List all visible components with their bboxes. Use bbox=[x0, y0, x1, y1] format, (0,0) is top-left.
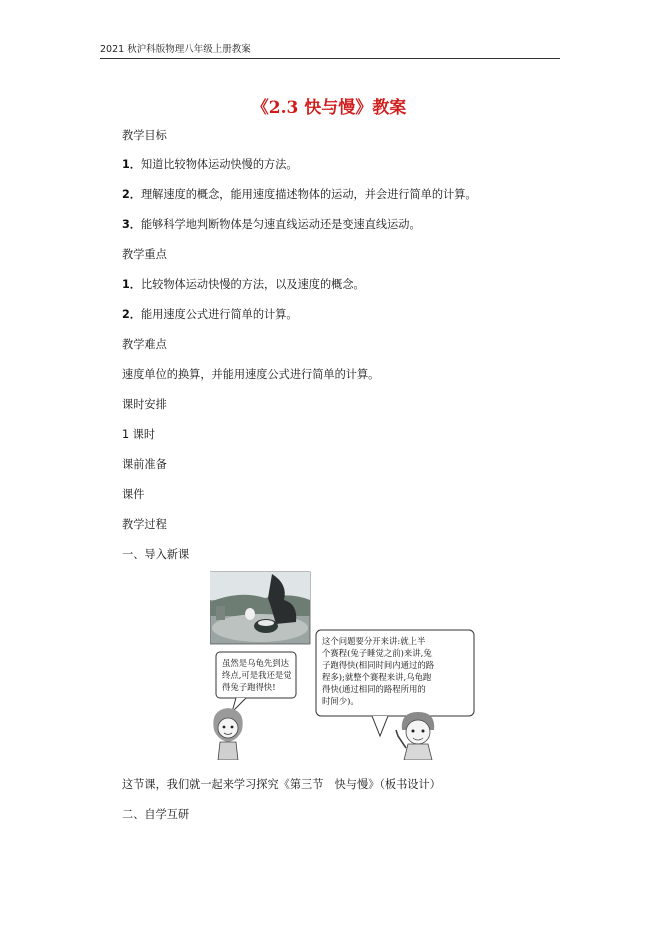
item-text: 知道比较物体运动快慢的方法。 bbox=[140, 158, 298, 171]
item-number: 2． bbox=[122, 188, 141, 201]
boy-bubble-line-1: 这个问题要分开来讲:就上半 bbox=[322, 636, 426, 646]
intro-text: 这节课，我们就一起来学习探究《第三节 快与慢》（板书设计） bbox=[122, 778, 441, 791]
girl-bubble-line-3: 得兔子跑得快! bbox=[222, 682, 276, 692]
section-objectives-heading: 教学目标 bbox=[122, 129, 167, 142]
item-text: 理解速度的概念，能用速度描述物体的运动，并会进行简单的计算。 bbox=[140, 188, 477, 201]
difficulty-text: 速度单位的换算，并能用速度公式进行简单的计算。 bbox=[122, 368, 380, 381]
key-point-2 bbox=[122, 308, 298, 322]
item-number: 3． bbox=[122, 218, 141, 231]
girl-cartoon bbox=[213, 708, 242, 760]
boy-bubble-line-3: 子跑得快(相同时间内通过的路 bbox=[322, 660, 435, 670]
section-preparation-heading: 课前准备 bbox=[122, 458, 167, 471]
page-header: 2021 秋沪科版物理八年级上册教案 bbox=[100, 44, 560, 59]
schedule-text: 1 课时 bbox=[122, 428, 156, 441]
boy-cartoon bbox=[396, 712, 434, 760]
item-number: 1． bbox=[122, 278, 141, 291]
key-point-1 bbox=[122, 278, 365, 292]
illustration bbox=[210, 570, 480, 760]
preparation-text: 课件 bbox=[122, 488, 145, 501]
item-number: 1． bbox=[122, 158, 141, 171]
self-study-heading: 二、自学互研 bbox=[122, 808, 190, 821]
item-number: 2． bbox=[122, 308, 141, 321]
item-text: 能够科学地判断物体是匀速直线运动还是变速直线运动。 bbox=[140, 218, 421, 231]
document-title: 《2.3 快与慢》教案 bbox=[251, 98, 407, 118]
girl-bubble-line-2: 终点,可是我还是觉 bbox=[222, 670, 292, 680]
section-schedule-heading: 课时安排 bbox=[122, 398, 167, 411]
boy-bubble-line-4: 程多);就整个赛程来讲,乌龟跑 bbox=[322, 672, 432, 682]
girl-speech-bubble bbox=[216, 652, 296, 712]
item-text: 能用速度公式进行简单的计算。 bbox=[140, 308, 298, 321]
item-text: 比较物体运动快慢的方法，以及速度的概念。 bbox=[140, 278, 365, 291]
race-photo bbox=[210, 572, 310, 644]
objective-1 bbox=[122, 158, 298, 172]
intro-heading: 一、导入新课 bbox=[122, 548, 190, 561]
section-difficulty-heading: 教学难点 bbox=[122, 338, 167, 351]
boy-bubble-line-6: 时间少)。 bbox=[322, 696, 359, 706]
boy-bubble-line-5: 得快(通过相同的路程所用的 bbox=[322, 684, 426, 694]
section-process-heading: 教学过程 bbox=[122, 518, 167, 531]
girl-bubble-line-1: 虽然是乌龟先到达 bbox=[222, 658, 289, 668]
boy-speech-bubble bbox=[316, 630, 474, 736]
objective-3 bbox=[122, 218, 421, 232]
section-key-points-heading: 教学重点 bbox=[122, 248, 167, 261]
boy-bubble-line-2: 个赛程(兔子睡觉之前)来讲,兔 bbox=[322, 648, 432, 658]
objective-2 bbox=[122, 188, 477, 202]
